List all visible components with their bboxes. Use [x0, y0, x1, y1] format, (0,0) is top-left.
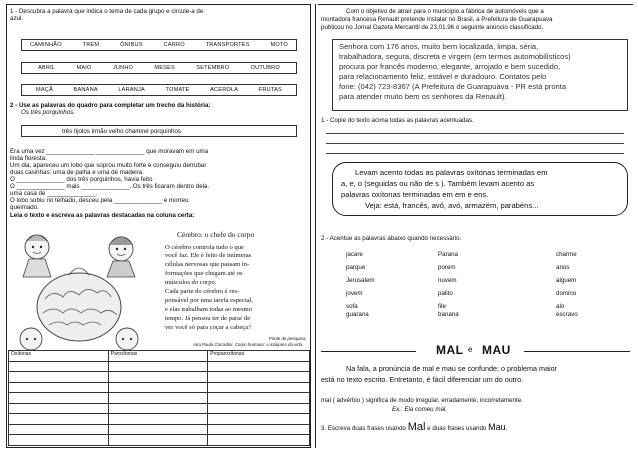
source-label: Fonte de pesquisa:: [269, 336, 307, 341]
answer-cell[interactable]: [108, 393, 208, 404]
answer-cell[interactable]: [208, 393, 310, 404]
word-item[interactable]: jovem: [346, 290, 363, 297]
ad-line: fone: (042) 723-8367 (A Prefeitura de Guarapuava - PR está pronta: [339, 82, 567, 91]
word-group-1: [21, 39, 297, 51]
word-item[interactable]: ACEROLA: [210, 87, 239, 93]
word-item[interactable]: CARRO: [163, 42, 185, 48]
source-citation: Ana Paula Corradini. Corpo humano: a máquina da vida.: [193, 342, 304, 347]
story-line: linda floresta.: [10, 155, 47, 162]
word-item[interactable]: TOMATE: [165, 87, 190, 93]
word-item[interactable]: anos: [556, 264, 570, 271]
brain-line: formações que chegam até os: [165, 270, 243, 277]
word-group-1-row: [30, 42, 288, 48]
q2-instruction-line2: Os três porquinhos.: [21, 109, 75, 116]
q3-text-end: .: [505, 425, 508, 432]
brain-line: ponsável por uma tarefa especial,: [165, 297, 254, 304]
answer-cell[interactable]: [208, 361, 310, 372]
right-worksheet: [318, 4, 633, 448]
word-item[interactable]: alguem: [556, 277, 577, 284]
word-item[interactable]: MAIO: [76, 65, 92, 71]
story-line: queimado.: [10, 204, 39, 211]
rule-line: a, e, o (seguidas ou não de s ). Também levam acento as: [341, 179, 535, 188]
brain-line: Cada parte do cérebro é res-: [165, 288, 240, 295]
explain-line: Na fala, a pronúncia de mal e mau se confunde; o problema maior: [346, 364, 557, 373]
q3-text-mid: e duas frases usando: [427, 425, 487, 432]
answer-cell[interactable]: [208, 403, 310, 414]
word-item[interactable]: parque: [346, 264, 366, 271]
answer-cell[interactable]: [108, 424, 208, 435]
word-group-2-row: [38, 65, 280, 71]
ad-line: trabalhadora, segura, discreta e virgem (em termos automobilísticos): [339, 52, 571, 61]
word-item[interactable]: domino: [556, 290, 577, 297]
word-item[interactable]: Jerusalem: [346, 277, 375, 284]
word-item[interactable]: charme: [556, 251, 577, 258]
answer-cell[interactable]: [9, 372, 109, 383]
q1-instruction: 1 - Copie do texto acima todas as palavras acentuadas.: [321, 117, 474, 124]
answer-cell[interactable]: [9, 393, 109, 404]
brain-line: células nervosas que passam in-: [165, 261, 250, 268]
q1-instruction-line1: 1 - Descubra a palavra que indica o tema de cada grupo e circule-a de: [10, 8, 204, 15]
intro-line: montadora francesa Renault pretende instalar no Brasil, a Prefeitura de Guarapuava: [321, 16, 553, 23]
word-item[interactable]: Parana: [438, 251, 458, 258]
word-item[interactable]: porem: [438, 264, 456, 271]
word-item[interactable]: BANANA: [73, 87, 98, 93]
answer-cell[interactable]: [108, 382, 208, 393]
answer-cell[interactable]: [108, 403, 208, 414]
word-item[interactable]: palito: [438, 290, 453, 297]
word-item[interactable]: CAMINHÃO: [30, 42, 62, 48]
word-bank-box: [21, 125, 297, 137]
word-item[interactable]: TRANSPORTES: [205, 42, 250, 48]
word-item[interactable]: file: [438, 303, 446, 310]
answer-line[interactable]: [326, 133, 624, 134]
rule-line: Veja: está, francês, avô, avó, armazém, parabéns...: [365, 201, 539, 210]
brain-line: O cérebro controla tudo o que: [165, 244, 244, 251]
mal-title: MAL: [436, 343, 464, 357]
word-group-2: [21, 62, 297, 74]
header-oxitonas: Oxítonas: [9, 351, 109, 362]
word-item[interactable]: LARANJA: [118, 87, 145, 93]
answer-cell[interactable]: [9, 382, 109, 393]
ad-line: procura por francês moderno, elegante, arrojado e bem sucedido,: [339, 62, 561, 71]
ad-line: para relacionamento feliz, estável e duradouro. Contatos pelo: [339, 72, 547, 81]
definition-example: Ex.: Ela comeu mal.: [392, 406, 448, 413]
answer-cell[interactable]: [208, 382, 310, 393]
word-item[interactable]: alo: [556, 303, 565, 310]
word-item[interactable]: escravo: [556, 311, 578, 318]
title-connector: e: [468, 345, 473, 354]
word-item[interactable]: ÔNIBUS: [120, 42, 143, 48]
intro-line: Com o objetivo de atrair para o município a fábrica de automóveis que a: [346, 8, 544, 15]
word-item[interactable]: jacare: [346, 251, 363, 258]
brain-kids-illustration: [9, 227, 149, 357]
word-group-3-row: [36, 87, 282, 93]
brain-title: Cérebro: o chefe do corpo: [177, 230, 255, 239]
answer-cell[interactable]: [108, 372, 208, 383]
rule-line: Levam acento todas as palavras oxítonas terminadas em: [355, 168, 548, 177]
answer-cell[interactable]: [108, 361, 208, 372]
q3-word-mal: Mal: [407, 421, 426, 433]
accent-rule-box: [332, 162, 628, 216]
column-divider: [315, 4, 316, 448]
answer-line[interactable]: [326, 143, 624, 144]
word-item[interactable]: MAÇÃ: [36, 87, 53, 93]
answer-cell[interactable]: [108, 435, 208, 446]
word-item[interactable]: SETEMBRO: [196, 65, 230, 71]
answer-cell[interactable]: [208, 424, 310, 435]
answer-cell[interactable]: [9, 361, 109, 372]
story-line: O ______________ mais ______________. Os três ficaram dentro dela.: [10, 183, 210, 190]
rule-line: palavras oxítonas terminadas em em e ens.: [341, 190, 489, 199]
story-line: uma casa de ______________.: [10, 190, 98, 197]
story-line: O ______________ dos três porquinhos, havia feito: [10, 176, 153, 183]
word-item[interactable]: JUNHO: [112, 65, 134, 71]
q3-instruction: [321, 421, 507, 433]
answer-cell[interactable]: [208, 372, 310, 383]
word-group-3: [21, 84, 297, 96]
answer-cell[interactable]: [208, 435, 310, 446]
brain-line: tempo. Já pensou ter de parar de: [165, 315, 251, 322]
word-item[interactable]: MOTO: [270, 42, 288, 48]
brain-line: você faz. Ele é feito de inúmeras: [165, 252, 252, 259]
header-proparoxitonas: Proparoxítonas: [208, 351, 310, 362]
q3-word-mau: Mau: [488, 422, 506, 432]
brain-line: e elas trabalham todas ao mesmo: [165, 306, 252, 313]
word-item[interactable]: sofa: [346, 303, 358, 310]
story-line: duas casinhas: uma de palha e uma de madeira.: [10, 169, 144, 176]
answer-cell[interactable]: [208, 414, 310, 425]
word-item[interactable]: MESES: [154, 65, 175, 71]
story-line: Era uma vez ______________ ______________ que moravam em uma: [10, 148, 209, 155]
story-line: Um dia, apareceu um lobo que soprou muito forte e conseguiu derrubar: [10, 162, 207, 169]
answer-cell[interactable]: [9, 414, 109, 425]
mau-title: MAU: [482, 343, 511, 357]
brain-line: ver você só para coçar a cabeça?: [165, 324, 252, 331]
classified-ad-box: [332, 39, 628, 111]
explain-line: está no texto escrito. Entretanto, é fácil diferenciar um do outro.: [321, 375, 524, 384]
q3-text-start: 3. Escreva duas frases usando: [321, 425, 406, 432]
intro-line: publicou no Jornal Gazeta Mercantil de 23.01.96 o seguinte anúncio classificado.: [321, 24, 544, 31]
q3-instruction: Leia o texto e escreva as palavras destacadas na coluna certa:: [10, 212, 195, 219]
definition-mal: mal ( advérbio ) significa de modo irregular, erradamente, incorretamente.: [321, 397, 523, 404]
story-line: O lobo subiu no telhado, desceu pela ______________ e morreu: [10, 197, 189, 204]
word-item[interactable]: OUTUBRO: [250, 65, 280, 71]
word-item[interactable]: FRUTAS: [258, 87, 282, 93]
classification-table: [8, 350, 310, 446]
answer-cell[interactable]: [9, 424, 109, 435]
left-worksheet: [6, 4, 311, 448]
answer-line[interactable]: [326, 153, 624, 154]
q2-instruction-line1: 2 - Use as palavras do quadro para completar um trecho da história:: [10, 102, 211, 109]
word-item[interactable]: guarana: [346, 311, 369, 318]
answer-cell[interactable]: [9, 435, 109, 446]
word-item[interactable]: ABRIL: [38, 65, 56, 71]
q1-instruction-line2: azul.: [10, 15, 24, 22]
header-paroxitonas: Paroxítonas: [108, 351, 208, 362]
word-bank: três tijolos irmão velho chaminé porquinhos: [62, 128, 181, 135]
word-item[interactable]: TREM: [82, 42, 100, 48]
answer-cell[interactable]: [108, 414, 208, 425]
q2-instruction: 2 - Acentue as palavras abaixo quando necessário.: [321, 235, 462, 242]
brain-line: músculos do corpo.: [165, 279, 217, 286]
ad-line: para atender muito bem os senhores da Renault).: [339, 92, 507, 101]
word-item[interactable]: banana: [438, 311, 459, 318]
word-item[interactable]: nuvem: [438, 277, 457, 284]
title-rule-left: [321, 351, 416, 352]
title-rule-right: [524, 351, 630, 352]
answer-cell[interactable]: [9, 403, 109, 414]
ad-line: Senhora com 176 anos, muito bem localizada, limpa, séria,: [339, 42, 539, 51]
